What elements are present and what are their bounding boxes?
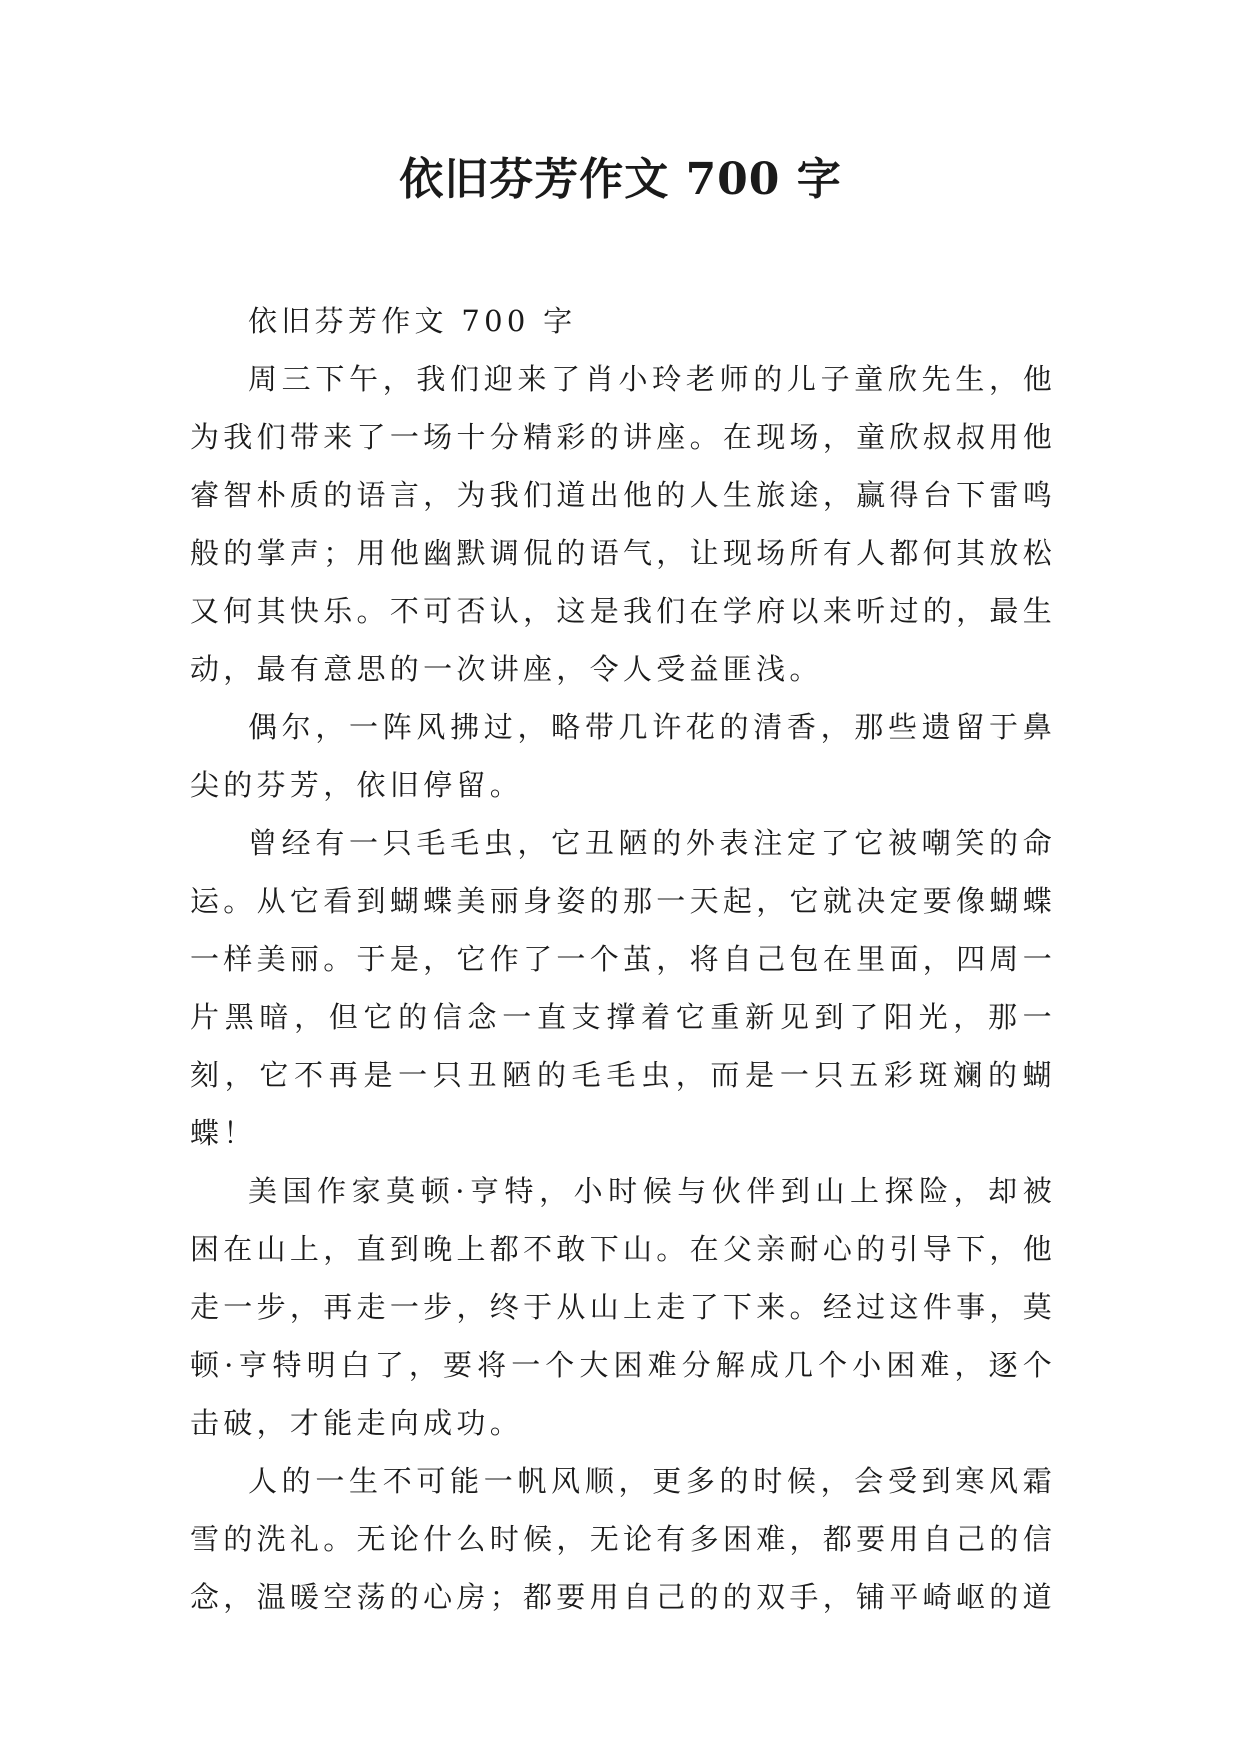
paragraph: 美国作家莫顿·亨特，小时候与伙伴到山上探险，却被困在山上，直到晚上都不敢下山。在父亲耐心的引导下，他走一步，再走一步，终于从山上走了下来。经过这件事，莫顿·亨特明白了，要将一个大困难分解成几个小困难，逐个击破，才能走向成功。	[190, 1174, 1056, 1440]
paragraph: 曾经有一只毛毛虫，它丑陋的外表注定了它被嘲笑的命运。从它看到蝴蝶美丽身姿的那一天起，它就决定要像蝴蝶一样美丽。于是，它作了一个茧，将自己包在里面，四周一片黑暗，但它的信念一直支撑着它重新见到了阳光，那一刻，它不再是一只丑陋的毛毛虫，而是一只五彩斑斓的蝴蝶！	[190, 826, 1056, 1150]
paragraph: 人的一生不可能一帆风顺，更多的时候，会受到寒风霜雪的洗礼。无论什么时候，无论有多困难，都要用自己的信念，温暖空荡的心房；都要用自己的的双手，铺平崎岖的道	[190, 1464, 1056, 1614]
paragraph-subtitle: 依旧芬芳作文 700 字	[248, 304, 577, 338]
paragraph: 偶尔，一阵风拂过，略带几许花的清香，那些遗留于鼻尖的芬芳，依旧停留。	[190, 710, 1056, 802]
paragraph: 周三下午，我们迎来了肖小玲老师的儿子童欣先生，他为我们带来了一场十分精彩的讲座。在现场，童欣叔叔用他睿智朴质的语言，为我们道出他的人生旅途，赢得台下雷鸣般的掌声；用他幽默调侃的语气，让现场所有人都何其放松又何其快乐。不可否认，这是我们在学府以来听过的，最生动，最有意思的一次讲座，令人受益匪浅。	[190, 362, 1056, 686]
document-title: 依旧芬芳作文 700 字	[399, 154, 842, 205]
document-body	[190, 292, 1056, 1626]
